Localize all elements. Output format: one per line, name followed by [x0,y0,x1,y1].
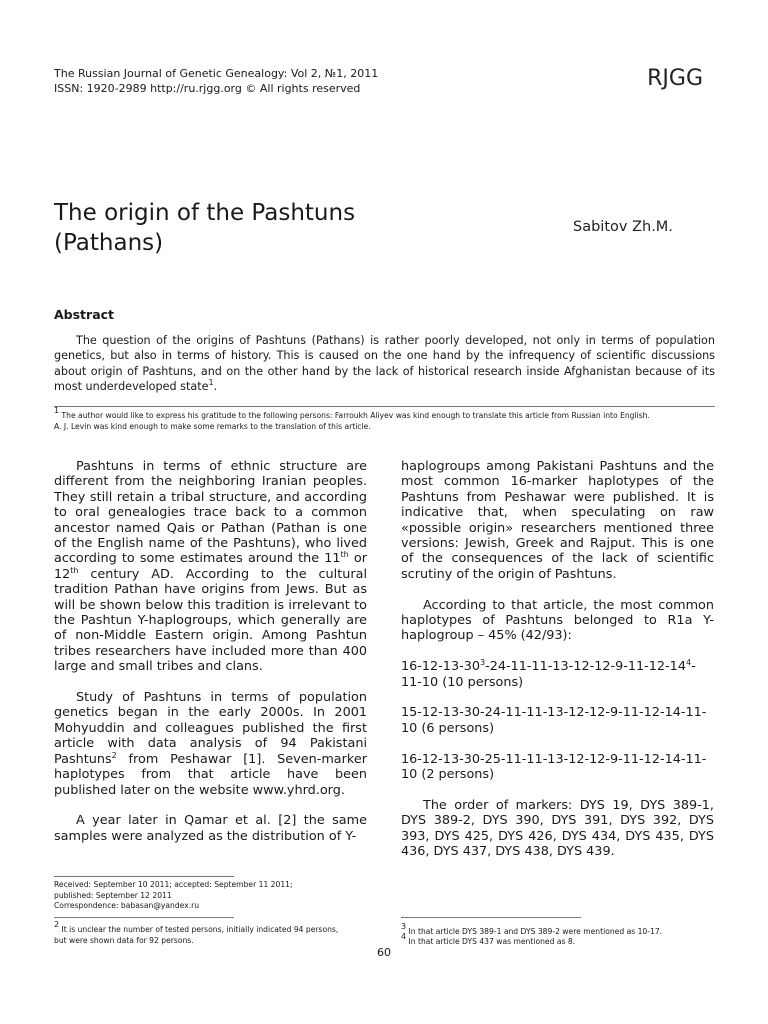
issn-line: ISSN: 1920-2989 http://ru.rjgg.org © All rights reserved [54,82,361,95]
footnote-1-first-line [54,406,715,421]
right-paragraph-2: According to that article, the most common haplotypes of Pashtuns belonged to R1a Y-haplogroup – 45% (42/93): [401,597,714,644]
left-p1-sup-2: th [70,565,79,575]
footnote-3-mark: 3 [401,922,407,931]
received-line: Received: September 10 2011; accepted: September 11 2011; [54,880,293,889]
left-paragraph-1 [54,459,367,675]
abstract-heading: Abstract [54,307,115,322]
page-number: 60 [377,946,391,959]
footnote-ref-3: 3 [480,658,486,668]
journal-line: The Russian Journal of Genetic Genealogy: Vol 2, №1, 2011 [54,67,379,80]
haplotype-1-part-a: 16-12-13-30 [401,659,480,675]
left-column [54,459,367,844]
left-paragraph-3: A year later in Qamar et al. [2] the same samples were analyzed as the distribution of Y- [54,813,367,844]
left-p2-part-a: Study of Pashtuns in terms of population genetics began in the early 2000s. In 2001 Mohyuddin and colleagues published the first article with data analysis of 94 Pakistani Pashtuns [54,690,367,767]
abstract-body: The question of the origins of Pashtuns (Pathans) is rather poorly developed, not only in terms of population genetics, but also in terms of history. This is caused on the one hand by the infrequency of scientific discussions about origin of Pashtuns, and on the other hand by the lack of historical research inside Afghanistan because of its most underdeveloped state [54,334,715,393]
footnote-3-4-divider [401,917,581,918]
footnote-3 [401,922,714,937]
published-line: published: September 12 2011 [54,890,172,900]
footnote-2-line1: It is unclear the number of tested persons, initially indicated 94 persons, [59,925,339,934]
footnote-2-line2: but were shown data for 92 persons. [54,935,194,945]
left-p1-sup-1: th [340,550,349,560]
footnote-1-line1: The author would like to express his gratitude to the following persons: Farroukh Aliyev was kind enough to translate this article from Russian into English. [59,411,650,420]
meta-divider [54,876,234,877]
haplotype-2: 15-12-13-30-24-11-11-13-12-12-9-11-12-14-11-10 (6 persons) [401,705,707,736]
haplotype-1-part-c: -11-10 (10 persons) [401,659,696,690]
right-paragraph-1: haplogroups among Pakistani Pashtuns and the most common 16-marker haplotypes of the Pashtuns from Peshawar were published. It is indicative that, when speculating on raw «possible origin» researchers mentioned three versions: Jewish, Greek and Rajput. This is one of the consequences of the lack of scientific scrutiny of the origin of Pashtuns. [401,459,714,582]
abstract-end: . [213,379,218,393]
left-p1-part-a: Pashtuns in terms of ethnic structure are different from the neighboring Iranian peoples. They still retain a tribal structure, and according to oral genealogies trace back to a common ancestor named Qais or Pathan (Pathan is one of the English name of the Pashtuns), who lived according to some estimates around the 11 [54,459,367,567]
left-p1-part-c: century AD. According to the cultural tradition Pathan have origins from Jews. But as will be shown below this tradition is irrelevant to the Pashtun Y-haplogroups, which generally are of non-Middle Eastern origin. Among Pashtun tribes researchers have included more than 400 large and small tribes and clans. [54,566,367,675]
footnote-1 [54,406,715,432]
correspondence-line: Correspondence: babasan@yandex.ru [54,901,200,910]
left-p2-part-b: from Peshawar [1]. Seven-marker haplotypes from that article have been published later on the website www.yhrd.org. [54,751,367,798]
footnote-4-text: In that article DYS 437 was mentioned as 8. [406,937,576,946]
article-title: The origin of the Pashtuns (Pathans) [54,200,356,256]
haplotype-3: 16-12-13-30-25-11-11-13-12-12-9-11-12-14-11-10 (2 persons) [401,751,707,783]
footnote-2-divider [54,917,234,918]
right-paragraph-3: The order of markers: DYS 19, DYS 389-1, DYS 389-2, DYS 390, DYS 391, DYS 392, DYS 393, DYS 425, DYS 426, DYS 434, DYS 435, DYS 436, DYS 437, DYS 438, DYS 439. [401,797,714,860]
article-meta [54,880,293,912]
left-p1-part-b: or 12 [54,551,367,582]
left-paragraph-2 [54,690,367,798]
abstract-text [54,333,715,394]
footnote-2 [54,920,354,946]
footnote-4-mark: 4 [401,932,407,941]
haplotype-1-part-b: -24-11-11-13-12-12-9-11-12-14 [485,659,686,675]
footnote-ref-1: 1 [208,377,214,387]
footnote-2-mark: 2 [54,920,60,929]
footnote-1-mark: 1 [54,406,60,415]
footnote-ref-4: 4 [685,658,692,668]
footnote-ref-2: 2 [111,750,117,760]
footnote-1-line2: A. J. Levin was kind enough to make some remarks to the translation of this article. [54,422,371,431]
right-column [401,459,714,859]
journal-brand: RJGG [647,66,703,91]
footnotes-3-4 [401,922,714,947]
footnote-divider [54,406,715,407]
footnote-3-text: In that article DYS 389-1 and DYS 389-2 were mentioned as 10-17. [406,927,663,936]
footnote-2-first-line [54,920,354,936]
haplotype-1 [401,659,714,690]
article-author: Sabitov Zh.M. [573,219,673,235]
